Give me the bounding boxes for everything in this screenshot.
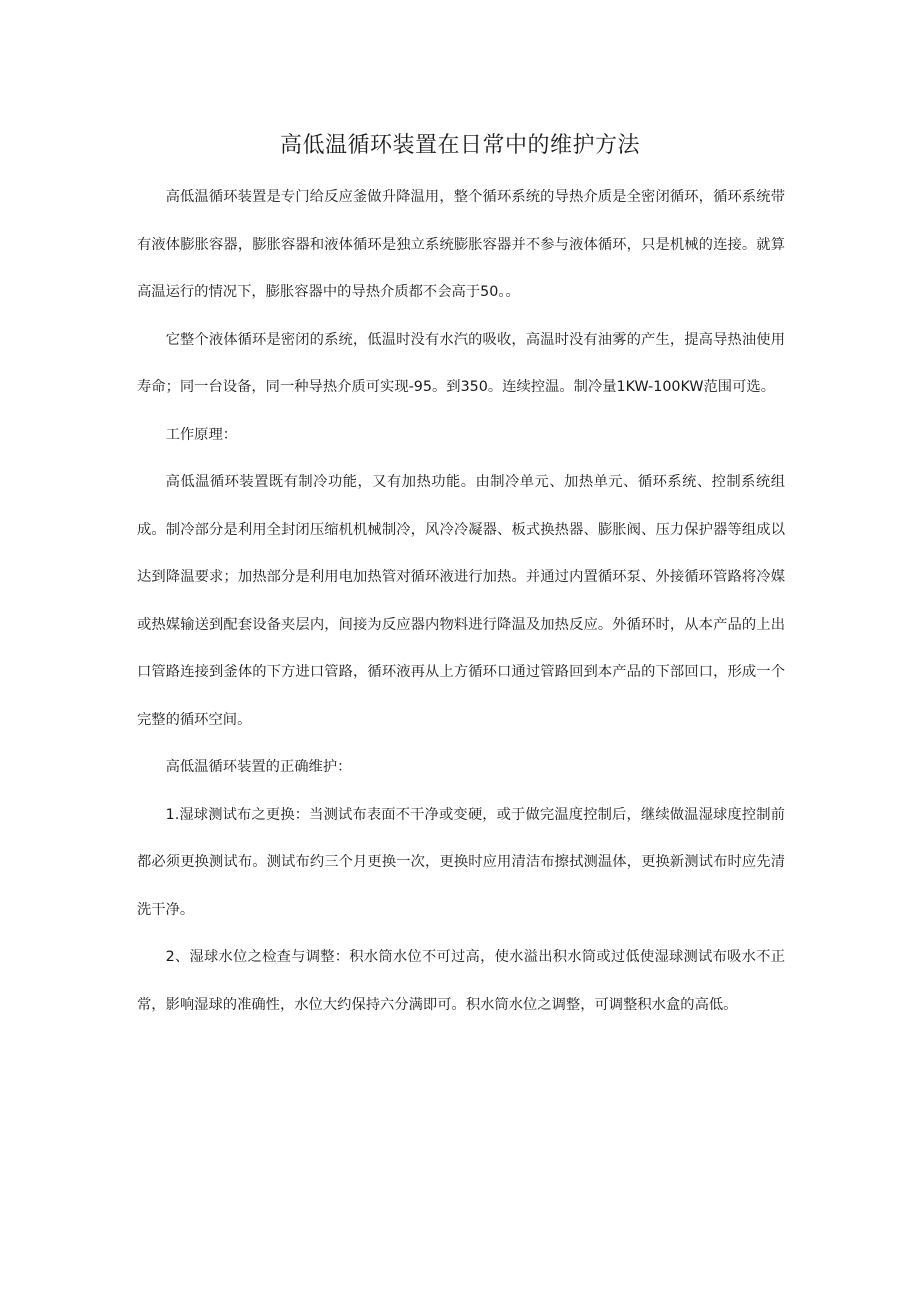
paragraph-closed-loop: 它整个液体循环是密闭的系统，低温时没有水汽的吸收，高温时没有油雾的产生，提高导热油使用寿命；同一台设备，同一种导热介质可实现-95。到350。连续控温。制冷量1KW-100KW范围可选。 (137, 331, 785, 395)
section-heading-maintenance: 高低温循环装置的正确维护： (165, 759, 352, 775)
paragraph-maintenance-2: 2、湿球水位之检查与调整：积水筒水位不可过高，使水溢出积水筒或过低使湿球测试布吸水不正常，影响湿球的准确性，水位大约保持六分满即可。积水筒水位之调整，可调整积水盒的高低。 (137, 949, 785, 1013)
paragraph-maintenance-1: 1.湿球测试布之更换：当测试布表面不干净或变硬，或于做完温度控制后，继续做温湿球度控制前都必须更换测试布。测试布约三个月更换一次，更换时应用清洁布擦拭测温体，更换新测试布时应先清洗干净。 (137, 806, 785, 918)
section-heading-working-principle: 工作原理： (165, 426, 238, 443)
document-body (137, 174, 785, 1029)
paragraph-working-principle: 高低温循环装置既有制冷功能，又有加热功能。由制冷单元、加热单元、循环系统、控制系统组成。制冷部分是利用全封闭压缩机机械制冷，风冷冷凝器、板式换热器、膨胀阀、压力保护器等组成以达到降温要求；加热部分是利用电加热管对循环液进行加热。并通过内置循环泵、外接循环管路将冷媒或热媒输送到配套设备夹层内，间接为反应器内物料进行降温及加热反应。外循环时，从本产品的上出口管路连接到釜体的下方进口管路，循环液再从上方循环口通过管路回到本产品的下部回口，形成一个完整的循环空间。 (137, 474, 785, 728)
document-title: 高低温循环装置在日常中的维护方法 (279, 133, 640, 158)
paragraph-intro: 高低温循环装置是专门给反应釜做升降温用，整个循环系统的导热介质是全密闭循环，循环系统带有液体膨胀容器，膨胀容器和液体循环是独立系统膨胀容器并不参与液体循环，只是机械的连接。就算高温运行的情况下，膨胀容器中的导热介质都不会高于50。。 (137, 189, 785, 300)
